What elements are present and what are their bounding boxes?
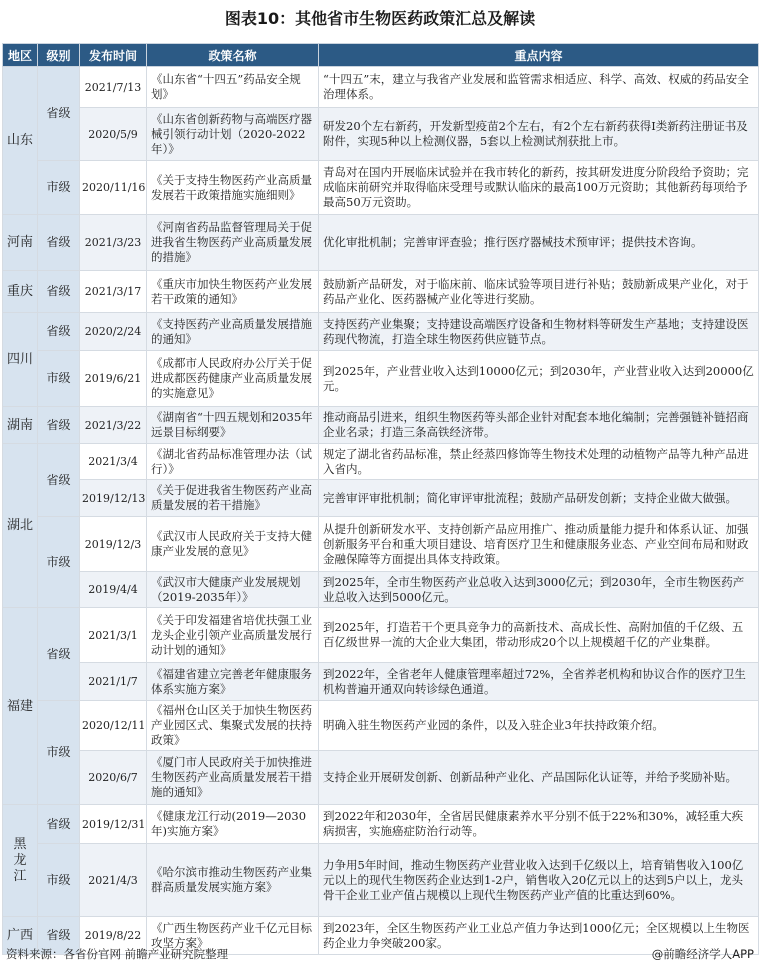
table-row bbox=[3, 663, 759, 701]
policy-cell: 《福建省建立完善老年健康服务体系实施方案》 bbox=[147, 663, 319, 701]
table-row bbox=[3, 572, 759, 608]
date-cell: 2021/3/23 bbox=[80, 215, 147, 271]
policy-cell: 《哈尔滨市推动生物医药产业集群高质量发展实施方案》 bbox=[147, 844, 319, 917]
content-cell: 到2025年，打造若干个更具竞争力的高新技术、高成长性、高附加值的千亿级、五百亿级世界一流的大企业大集团，带动形成20个以上规模超千亿的产业集群。 bbox=[319, 608, 759, 663]
table-row bbox=[3, 215, 759, 271]
policy-cell: 《湖北省药品标准管理办法（试行）》 bbox=[147, 444, 319, 480]
content-cell: 到2025年，产业营业收入达到10000亿元；到2030年，产业营业收入达到20000亿元。 bbox=[319, 351, 759, 407]
content-cell: 明确入驻生物医药产业园的条件，以及入驻企业3年扶持政策介绍。 bbox=[319, 701, 759, 751]
policy-cell: 《广西生物医药产业千亿元目标攻坚方案》 bbox=[147, 917, 319, 955]
content-cell: 到2022年和2030年，全省居民健康素养水平分别不低于22%和30%，减轻重大疾病损害，实施癌症防治行动等。 bbox=[319, 805, 759, 844]
level-cell: 省级 bbox=[38, 407, 80, 444]
table-row bbox=[3, 271, 759, 313]
content-cell: 支持医药产业集聚；支持建设高端医疗设备和生物材料等研发生产基地；支持建设医药现代物流，打造全球生物医药供应链节点。 bbox=[319, 313, 759, 351]
date-cell: 2019/4/4 bbox=[80, 572, 147, 608]
region-cell: 湖北 bbox=[3, 444, 38, 608]
footer bbox=[0, 938, 760, 970]
policy-cell: 《关于促进我省生物医药产业高质量发展的若干措施》 bbox=[147, 480, 319, 517]
level-cell: 省级 bbox=[38, 608, 80, 701]
header-date: 发布时间 bbox=[80, 44, 147, 67]
table-row bbox=[3, 517, 759, 572]
policy-cell: 《成都市人民政府办公厅关于促进成都医药健康产业高质量发展的实施意见》 bbox=[147, 351, 319, 407]
content-cell: 优化审批机制；完善审评查验；推行医疗器械技术预审评；提供技术咨询。 bbox=[319, 215, 759, 271]
content-cell: 鼓励新产品研发，对于临床前、临床试验等项目进行补贴；鼓励新成果产业化，对于药品产业化、医药器械产业化等进行奖励。 bbox=[319, 271, 759, 313]
policy-cell: 《关于支持生物医药产业高质量发展若干政策措施实施细则》 bbox=[147, 161, 319, 215]
date-cell: 2021/1/7 bbox=[80, 663, 147, 701]
region-label: 黑龙江 bbox=[13, 836, 27, 884]
policy-cell: 《健康龙江行动(2019—2030年)实施方案》 bbox=[147, 805, 319, 844]
region-cell: 四川 bbox=[3, 313, 38, 407]
table-row bbox=[3, 161, 759, 215]
date-cell: 2021/7/13 bbox=[80, 67, 147, 108]
header-policy: 政策名称 bbox=[147, 44, 319, 67]
level-cell: 市级 bbox=[38, 517, 80, 608]
table-header-row bbox=[3, 44, 759, 67]
level-cell: 市级 bbox=[38, 844, 80, 917]
region-cell: 山东 bbox=[3, 67, 38, 215]
policy-cell: 《山东省“十四五”药品安全规划》 bbox=[147, 67, 319, 108]
brand-watermark: @前瞻经济学人APP bbox=[651, 947, 754, 961]
content-cell: 支持企业开展研发创新、创新品种产业化、产品国际化认证等，并给予奖励补贴。 bbox=[319, 751, 759, 805]
level-cell: 市级 bbox=[38, 701, 80, 805]
region-cell: 广西 bbox=[3, 917, 38, 955]
header-region: 地区 bbox=[3, 44, 38, 67]
policy-cell: 《重庆市加快生物医药产业发展若干政策的通知》 bbox=[147, 271, 319, 313]
level-cell: 市级 bbox=[38, 351, 80, 407]
policy-cell: 《河南省药品监督管理局关于促进我省生物医药产业高质量发展的措施》 bbox=[147, 215, 319, 271]
policy-cell: 《湖南省“十四五规划和2035年远景目标纲要》 bbox=[147, 407, 319, 444]
content-cell: 到2025年，全市生物医药产业总收入达到3000亿元；到2030年，全市生物医药产业总收入达到5000亿元。 bbox=[319, 572, 759, 608]
content-cell: 完善审评审批机制；简化审评审批流程；鼓励产品研发创新；支持企业做大做强。 bbox=[319, 480, 759, 517]
table-row bbox=[3, 480, 759, 517]
content-cell: 青岛对在国内开展临床试验并在我市转化的新药，按其研发进度分阶段给予资助；完成临床前研究并取得临床受理号或默认临床的最高100万元资助；其他新药每项给予最高50万元资助。 bbox=[319, 161, 759, 215]
date-cell: 2021/4/3 bbox=[80, 844, 147, 917]
table-row bbox=[3, 108, 759, 161]
date-cell: 2019/12/31 bbox=[80, 805, 147, 844]
policy-cell: 《福州仓山区关于加快生物医药产业园区式、集聚式发展的扶持政策》 bbox=[147, 701, 319, 751]
content-cell: 力争用5年时间，推动生物医药产业营业收入达到千亿级以上，培育销售收入100亿元以上的现代生物医药企业达到1-2户，销售收入20亿元以上的达到5户以上，龙头骨干企业工业产值占规模以上现代生物医药产业产值的比重达到60%。 bbox=[319, 844, 759, 917]
table-row bbox=[3, 608, 759, 663]
region-cell bbox=[3, 805, 38, 917]
header-content: 重点内容 bbox=[319, 44, 759, 67]
date-cell: 2019/6/21 bbox=[80, 351, 147, 407]
table-row bbox=[3, 67, 759, 108]
header-level: 级别 bbox=[38, 44, 80, 67]
date-cell: 2020/11/16 bbox=[80, 161, 147, 215]
table-row bbox=[3, 701, 759, 751]
policy-cell: 《山东省创新药物与高端医疗器械引领行动计划（2020-2022年）》 bbox=[147, 108, 319, 161]
chart-title: 图表10：其他省市生物医药政策汇总及解读 bbox=[224, 9, 536, 28]
table-row bbox=[3, 805, 759, 844]
date-cell: 2020/5/9 bbox=[80, 108, 147, 161]
level-cell: 省级 bbox=[38, 444, 80, 517]
region-cell: 重庆 bbox=[3, 271, 38, 313]
policy-cell: 《武汉市大健康产业发展规划（2019-2035年）》 bbox=[147, 572, 319, 608]
content-cell: 到2023年，全区生物医药产业工业总产值力争达到1000亿元；全区规模以上生物医药企业力争突破200家。 bbox=[319, 917, 759, 955]
table-row bbox=[3, 444, 759, 480]
date-cell: 2021/3/4 bbox=[80, 444, 147, 480]
date-cell: 2020/6/7 bbox=[80, 751, 147, 805]
policy-cell: 《厦门市人民政府关于加快推进生物医药产业高质量发展若干措施的通知》 bbox=[147, 751, 319, 805]
policy-table bbox=[2, 43, 759, 955]
table-row bbox=[3, 407, 759, 444]
policy-cell: 《关于印发福建省培优扶强工业龙头企业引领产业高质量发展行动计划的通知》 bbox=[147, 608, 319, 663]
content-cell: 到2022年，全省老年人健康管理率超过72%，全省养老机构和协议合作的医疗卫生机构普遍开通双向转诊绿色通道。 bbox=[319, 663, 759, 701]
region-cell: 湖南 bbox=[3, 407, 38, 444]
level-cell: 省级 bbox=[38, 805, 80, 844]
content-cell: 推动商品引进来，组织生物医药等头部企业针对配套本地化编制；完善强链补链招商企业名录；打造三条高铁经济带。 bbox=[319, 407, 759, 444]
source-note: 资料来源：各省份官网 前瞻产业研究院整理 bbox=[6, 947, 229, 961]
date-cell: 2021/3/17 bbox=[80, 271, 147, 313]
content-cell: 研发20个左右新药，开发新型疫苗2个左右，有2个左右新药获得I类新药注册证书及附件，实现5种以上检测仪器，5套以上检测试剂获批上市。 bbox=[319, 108, 759, 161]
date-cell: 2019/12/13 bbox=[80, 480, 147, 517]
level-cell: 省级 bbox=[38, 67, 80, 161]
level-cell: 省级 bbox=[38, 917, 80, 955]
level-cell: 省级 bbox=[38, 215, 80, 271]
content-cell: 规定了湖北省药品标准，禁止经蒸四修饰等生物技术处理的动植物产品等九种产品进入省内。 bbox=[319, 444, 759, 480]
level-cell: 省级 bbox=[38, 271, 80, 313]
policy-cell: 《武汉市人民政府关于支持大健康产业发展的意见》 bbox=[147, 517, 319, 572]
date-cell: 2021/3/22 bbox=[80, 407, 147, 444]
region-cell: 福建 bbox=[3, 608, 38, 805]
level-cell: 市级 bbox=[38, 161, 80, 215]
content-cell: “十四五”末，建立与我省产业发展和监管需求相适应、科学、高效、权威的药品安全治理体系。 bbox=[319, 67, 759, 108]
policy-cell: 《支持医药产业高质量发展措施的通知》 bbox=[147, 313, 319, 351]
date-cell: 2020/2/24 bbox=[80, 313, 147, 351]
date-cell: 2019/8/22 bbox=[80, 917, 147, 955]
table-row bbox=[3, 844, 759, 917]
region-cell: 河南 bbox=[3, 215, 38, 271]
date-cell: 2020/12/11 bbox=[80, 701, 147, 751]
content-cell: 从提升创新研发水平、支持创新产品应用推广、推动质量能力提升和体系认证、加强创新服务平台和重大项目建设、培育医疗卫生和健康服务业态、产业空间布局和财政金融保障等方面提出具体支持政策。 bbox=[319, 517, 759, 572]
table-row bbox=[3, 313, 759, 351]
date-cell: 2019/12/3 bbox=[80, 517, 147, 572]
date-cell: 2021/3/1 bbox=[80, 608, 147, 663]
level-cell: 省级 bbox=[38, 313, 80, 351]
table-row bbox=[3, 751, 759, 805]
table-row bbox=[3, 351, 759, 407]
